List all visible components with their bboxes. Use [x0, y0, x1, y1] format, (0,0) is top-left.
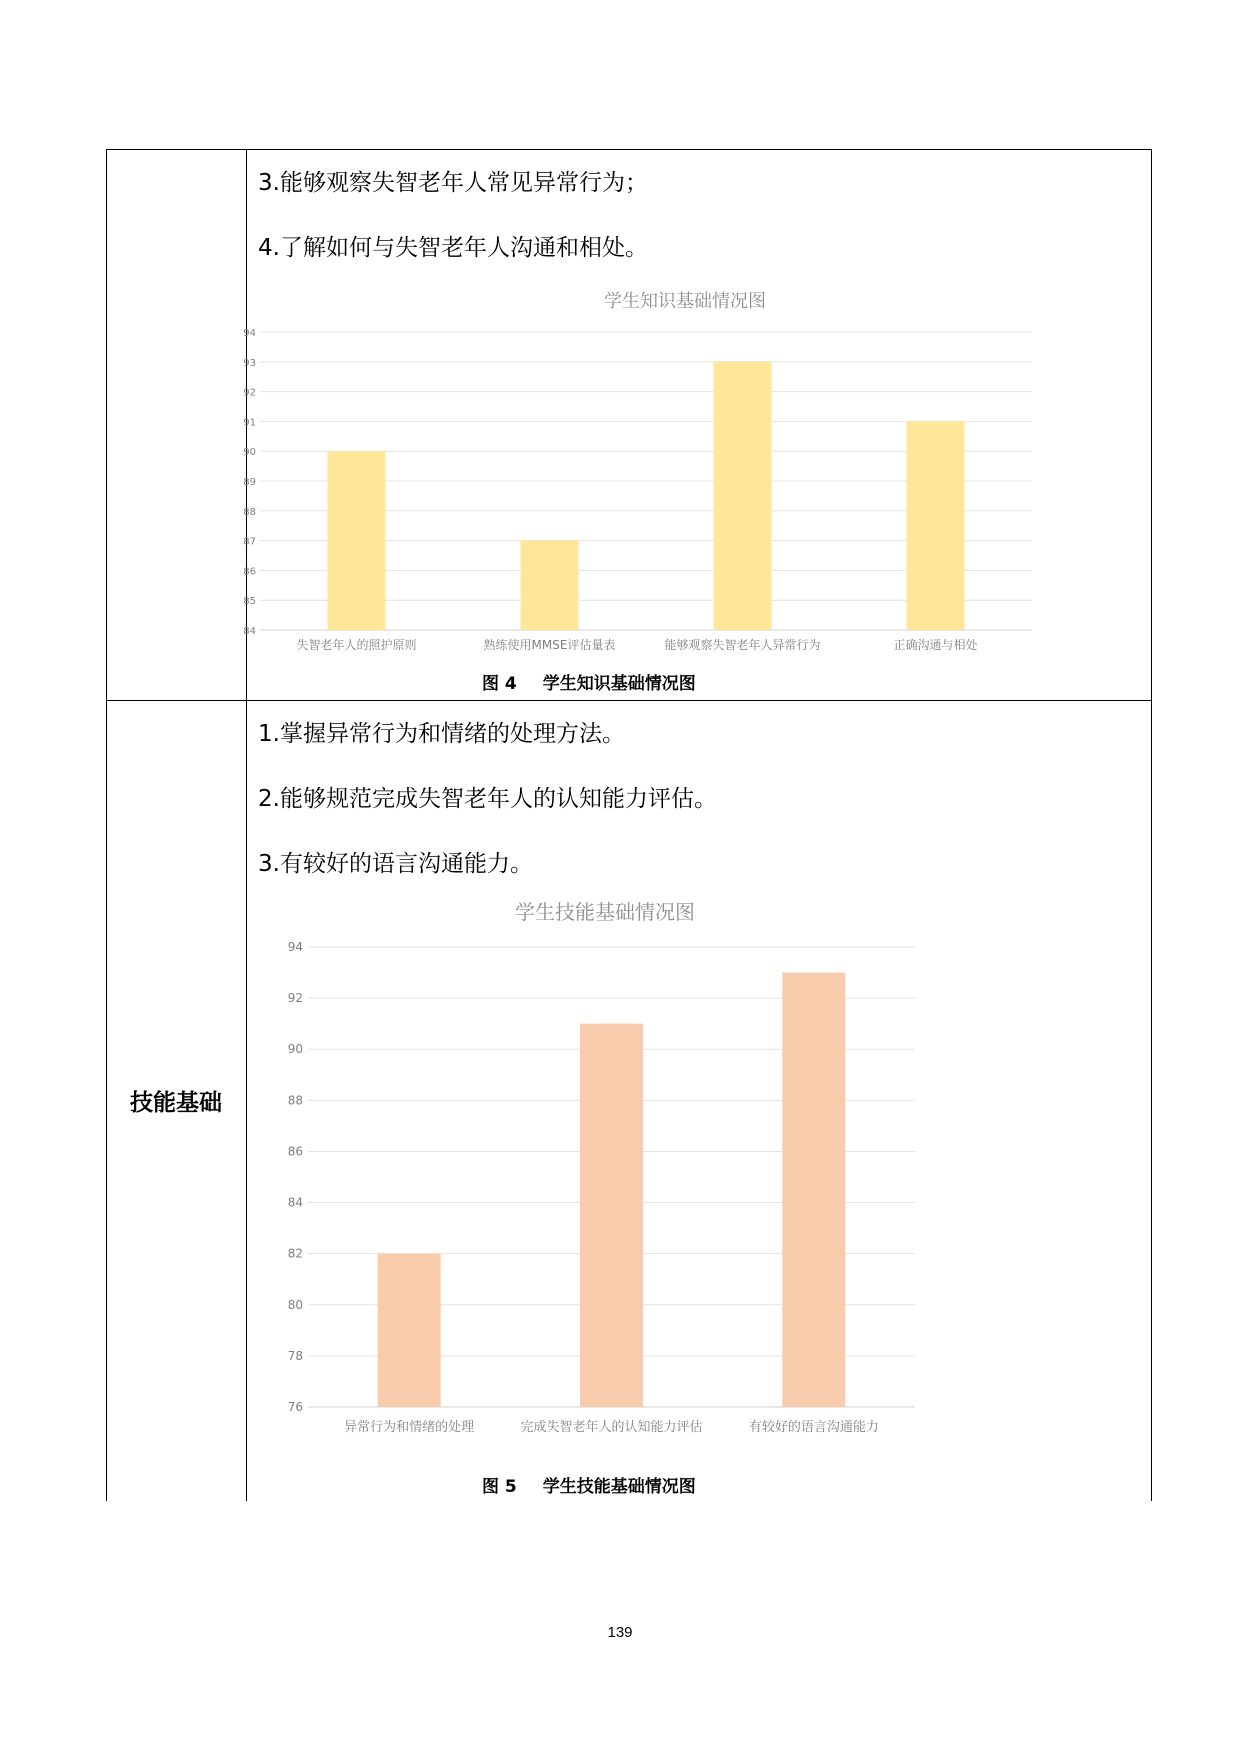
y-tick-label: 78 [287, 1348, 303, 1363]
y-tick-label: 84 [287, 1195, 303, 1210]
x-category-label: 正确沟通与相处 [893, 638, 978, 652]
y-tick-label: 93 [243, 357, 256, 369]
figure-4-title: 学生知识基础情况图 [542, 674, 696, 694]
y-tick-label: 88 [287, 1093, 303, 1108]
y-tick-label: 92 [287, 991, 303, 1006]
x-category-label: 完成失智老年人的认知能力评估 [520, 1420, 703, 1435]
bar [328, 451, 386, 630]
bar [378, 1254, 441, 1407]
skills-bar-chart [260, 895, 960, 1455]
bar [521, 541, 579, 630]
table-top-border [106, 149, 1152, 150]
y-tick-label: 82 [287, 1246, 303, 1261]
x-category-label: 能够观察失智老年人异常行为 [664, 638, 821, 652]
figure-4-caption [482, 673, 696, 695]
bar [907, 421, 965, 630]
figure-5-caption [482, 1476, 696, 1498]
y-tick-label: 89 [243, 477, 256, 488]
bar [782, 973, 845, 1407]
figure-5-title: 学生技能基础情况图 [542, 1477, 696, 1497]
x-category-label: 有较好的语言沟通能力 [748, 1420, 879, 1435]
y-tick-label: 88 [243, 506, 256, 518]
y-tick-label: 91 [243, 417, 256, 429]
y-tick-label: 94 [287, 940, 303, 954]
y-tick-label: 90 [287, 1042, 303, 1057]
bar [714, 362, 772, 630]
skills-item-2: 2.能够规范完成失智老年人的认知能力评估。 [258, 786, 717, 812]
y-tick-label: 94 [243, 328, 256, 339]
y-tick-label: 86 [243, 566, 256, 578]
y-tick-label: 84 [243, 626, 256, 637]
page-number: 139 [607, 1624, 633, 1641]
knowledge-item-4: 4.了解如何与失智老年人沟通和相处。 [258, 235, 648, 261]
y-tick-label: 76 [287, 1400, 303, 1414]
x-category-label: 异常行为和情绪的处理 [344, 1420, 475, 1435]
figure-5-number: 图 5 [482, 1477, 517, 1497]
y-tick-label: 85 [243, 596, 256, 608]
y-tick-label: 80 [287, 1297, 303, 1312]
row-divider [106, 700, 1152, 701]
skills-item-1: 1.掌握异常行为和情绪的处理方法。 [258, 721, 625, 747]
y-tick-label: 87 [243, 536, 256, 548]
y-tick-label: 86 [287, 1144, 303, 1159]
chart-title: 学生知识基础情况图 [604, 291, 766, 312]
knowledge-bar-chart [240, 290, 1040, 660]
x-category-label: 失智老年人的照护原则 [296, 638, 417, 652]
skills-item-3: 3.有较好的语言沟通能力。 [258, 851, 533, 877]
x-category-label: 熟练使用MMSE评估量表 [483, 638, 616, 652]
figure-4-number: 图 4 [482, 674, 517, 694]
skills-row-label: 技能基础 [130, 1090, 222, 1116]
table-left-border [106, 149, 107, 1501]
bar [580, 1024, 643, 1407]
y-tick-label: 90 [243, 447, 256, 459]
table-right-border [1151, 149, 1152, 1501]
y-tick-label: 92 [243, 387, 256, 399]
knowledge-item-3: 3.能够观察失智老年人常见异常行为； [258, 170, 648, 196]
chart-title: 学生技能基础情况图 [515, 900, 695, 924]
